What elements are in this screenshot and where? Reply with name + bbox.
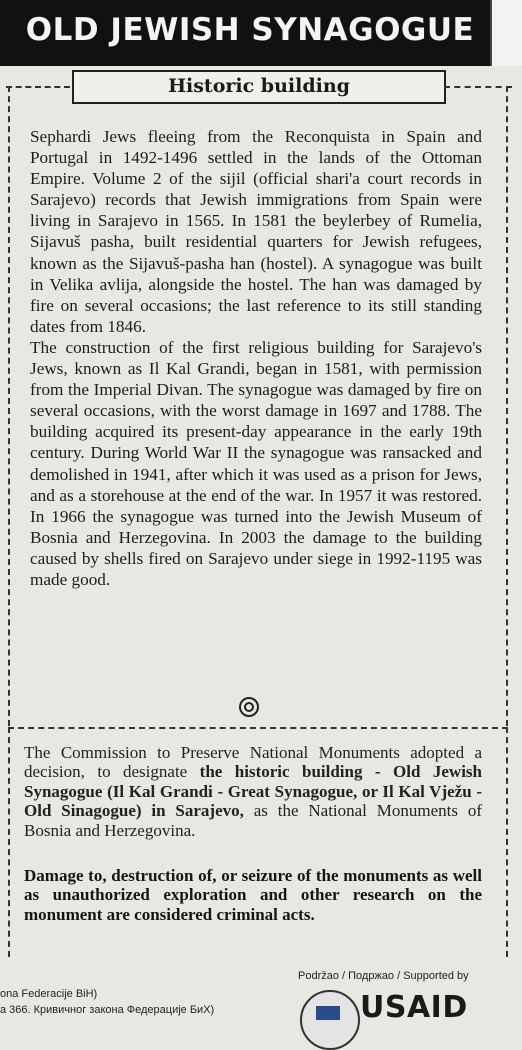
history-text [30,126,482,590]
legal-warning: Damage to, destruction of, or seizure of the monuments as well as unauthorized exploration and other research on the monument are considered criminal acts. [24,866,482,924]
frame-divider-dash [8,727,508,729]
frame-right-dash [506,86,508,726]
header-banner [0,0,522,66]
frame-top-left-dash [6,86,70,88]
commission-bold-text: the historic building - Old Jewish Synagogue (Il Kal Grandi - Great Synagogue, or Il Kal Vježu - Old Sinagogue) in Sarajevo, [24,762,482,821]
commission-decision [24,743,482,840]
commission-text-1: The Commission to Preserve National Monuments adopted a decision, to designate [24,743,482,782]
footer-law-line-1: ona Federacije BiH) [0,988,98,1000]
section-title: Historic building [168,75,350,97]
sponsor-logo: USAID [360,990,468,1025]
commission-text-2: as the National Monuments of Bosnia and Herzegovina. [24,801,482,840]
lower-left-dash [8,727,10,957]
frame-left-dash [8,86,10,726]
circle-ornament-icon [239,697,259,717]
history-paragraph-2: The construction of the first religious building for Sarajevo's Jews, known as Il Kal Grandi, began in 1581, with permission from the Imperial Divan. The synagogue was damaged by fire on several occasions, with the worst damage in 1697 and 1788. The building acquired its present-day appearance in the early 19th century. During World War II the synagogue was ransacked and demolished in 1941, after which it was used as a prison for Jews, and as a storehouse at the end of the war. In 1957 it was restored. In 1966 the synagogue was turned into the Jewish Museum of Bosnia and Herzegovina. In 2003 the damage to the building caused by shells fired on Sarajevo under siege in 1992-1195 was made good. [30,337,482,589]
history-paragraph-1: Sephardi Jews fleeing from the Reconquista in Spain and Portugal in 1492-1496 settled in the lands of the Ottoman Empire. Volume 2 of the sijil (official shari'a court records in Sarajevo) records that Jewish immigrations from Spain were living in Sarajevo in 1565. In 1581 the beylerbey of Rumelia, Sijavuš pasha, built residential quarters for Jewish refugees, known as the Sijavuš-pasha han (hostel). A synagogue was built in Velika avlija, alongside the hostel. The han was damaged by fire on several occasions; the last reference to its still standing dates from 1846. [30,127,482,336]
footer-law-line-2: a 366. Кривичног закона Федерације БиХ) [0,1004,215,1016]
frame-top-right-dash [444,86,512,88]
lower-right-dash [506,727,508,957]
supported-by-label: Podržao / Подржао / Supported by [298,970,469,982]
subtitle-box [72,70,446,104]
banner-edge [490,0,522,66]
page-title: OLD JEWISH SYNAGOGUE [25,12,475,48]
seal-shield [316,1006,340,1020]
usaid-seal-icon [300,990,360,1050]
